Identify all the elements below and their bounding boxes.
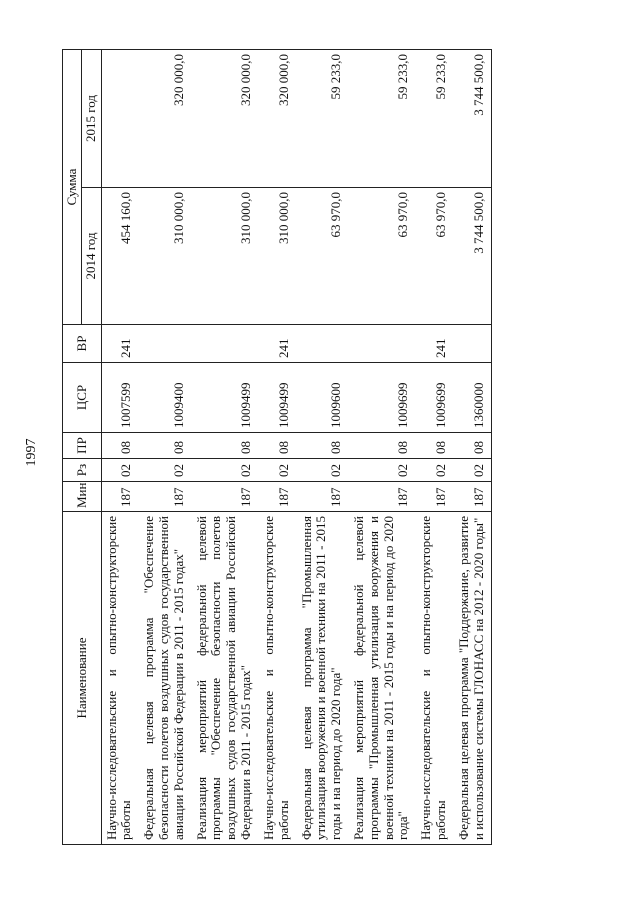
row-2015: 320 000,0	[192, 50, 259, 188]
table-row	[454, 50, 492, 845]
row-rz: 02	[349, 459, 416, 482]
row-2015: 3 744 500,0	[454, 50, 492, 188]
page-number: 1997	[24, 438, 39, 467]
header-2015: 2015 год	[82, 50, 101, 188]
header-2014: 2014 год	[82, 188, 101, 325]
row-name: Федеральная целевая программа "Обеспечение безопасности полетов воздушных судов государственной авиации Российской Федерации в 2011 - 2015 годах"	[139, 512, 191, 845]
row-pr: 08	[297, 433, 349, 459]
row-2015: 320 000,0	[259, 50, 297, 188]
header-sum: Сумма	[63, 50, 82, 325]
row-min: 187	[349, 482, 416, 512]
row-rz: 02	[192, 459, 259, 482]
row-pr: 08	[259, 433, 297, 459]
header-min: Мин	[63, 482, 102, 512]
budget-table	[62, 49, 492, 845]
row-csr: 1009499	[259, 363, 297, 433]
table-row	[259, 50, 297, 845]
row-csr: 1007599	[101, 363, 139, 433]
row-2015: 59 233,0	[349, 50, 416, 188]
row-min: 187	[454, 482, 492, 512]
row-csr: 1009699	[349, 363, 416, 433]
row-min: 187	[416, 482, 454, 512]
row-csr: 1009600	[297, 363, 349, 433]
row-2014: 310 000,0	[192, 188, 259, 325]
row-name: Реализация мероприятий федеральной целевой программы "Обеспечение безопасности полетов воздушных судов государственной авиации Российской Федерации в 2011 - 2015 годах"	[192, 512, 259, 845]
row-csr: 1009699	[416, 363, 454, 433]
row-name: Реализация мероприятий федеральной целевой программы "Промышленная утилизация вооружения и военной техники на 2011 - 2015 годы и на период до 2020 года"	[349, 512, 416, 845]
header-csr: ЦСР	[63, 363, 102, 433]
table-row	[101, 50, 139, 845]
row-min: 187	[101, 482, 139, 512]
row-rz: 02	[139, 459, 191, 482]
table-row	[416, 50, 454, 845]
row-vr: 241	[416, 325, 454, 363]
row-csr: 1009499	[192, 363, 259, 433]
row-pr: 08	[139, 433, 191, 459]
table-row	[139, 50, 191, 845]
row-min: 187	[139, 482, 191, 512]
row-vr	[139, 325, 191, 363]
row-rz: 02	[454, 459, 492, 482]
row-2014: 63 970,0	[297, 188, 349, 325]
header-vr: ВР	[63, 325, 102, 363]
row-rz: 02	[416, 459, 454, 482]
row-pr: 08	[349, 433, 416, 459]
row-vr	[297, 325, 349, 363]
row-csr: 1009400	[139, 363, 191, 433]
row-vr	[454, 325, 492, 363]
header-name: Наименование	[63, 512, 102, 845]
row-2014: 3 744 500,0	[454, 188, 492, 325]
row-min: 187	[192, 482, 259, 512]
row-2014: 63 970,0	[416, 188, 454, 325]
row-2014: 454 160,0	[101, 188, 139, 325]
row-vr	[192, 325, 259, 363]
row-2015: 320 000,0	[139, 50, 191, 188]
header-rz: Рз	[63, 459, 102, 482]
row-pr: 08	[454, 433, 492, 459]
row-rz: 02	[297, 459, 349, 482]
row-pr: 08	[101, 433, 139, 459]
table-row	[349, 50, 416, 845]
row-pr: 08	[416, 433, 454, 459]
table-row	[192, 50, 259, 845]
row-2014: 310 000,0	[259, 188, 297, 325]
row-2014: 310 000,0	[139, 188, 191, 325]
row-name: Федеральная целевая программа "Поддержание, развитие и использование системы ГЛОНАСС на 2012 - 2020 годы"	[454, 512, 492, 845]
row-2014: 63 970,0	[349, 188, 416, 325]
table-row	[297, 50, 349, 845]
row-vr: 241	[259, 325, 297, 363]
row-min: 187	[259, 482, 297, 512]
row-name: Федеральная целевая программа "Промышленная утилизация вооружения и военной техники на 2011 - 2015 годы и на период до 2020 года"	[297, 512, 349, 845]
row-rz: 02	[259, 459, 297, 482]
row-vr	[349, 325, 416, 363]
row-2015	[101, 50, 139, 188]
header-pr: ПР	[63, 433, 102, 459]
row-rz: 02	[101, 459, 139, 482]
row-2015: 59 233,0	[416, 50, 454, 188]
row-min: 187	[297, 482, 349, 512]
row-name: Научно-исследовательские и опытно-конструкторские работы	[416, 512, 454, 845]
row-vr: 241	[101, 325, 139, 363]
row-2015: 59 233,0	[297, 50, 349, 188]
row-name: Научно-исследовательские и опытно-конструкторские работы	[259, 512, 297, 845]
row-name: Научно-исследовательские и опытно-конструкторские работы	[101, 512, 139, 845]
row-pr: 08	[192, 433, 259, 459]
row-csr: 1360000	[454, 363, 492, 433]
